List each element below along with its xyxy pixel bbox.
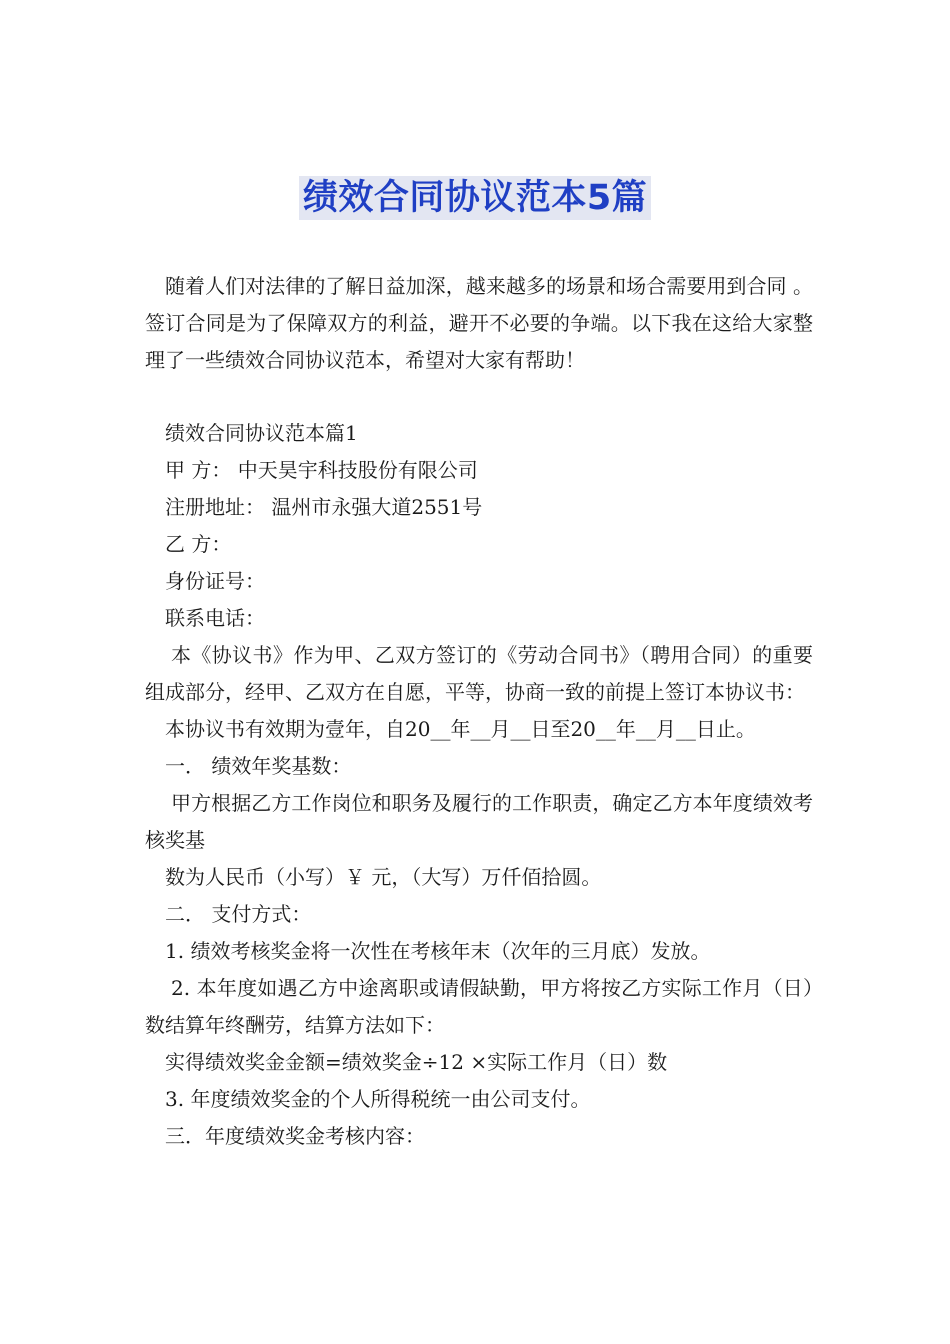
address-line: 注册地址： 温州市永强大道2551号 — [165, 495, 483, 519]
document-body — [145, 268, 813, 1155]
preamble-paragraph: 本《协议书》作为甲、乙双方签订的《劳动合同书》（聘用合同）的重要组成部分，经甲、乙双方在自愿，平等，协商一致的前提上签订本协议书： — [145, 643, 813, 704]
clause1-amount: 数为人民币（小写）￥ 元，（大写）万仟佰拾圆。 — [165, 865, 602, 889]
phone-line: 联系电话： — [165, 606, 265, 630]
paragraph-gap — [145, 379, 813, 415]
party-a-line: 甲 方： 中天昊宇科技股份有限公司 — [165, 458, 478, 482]
party-b-line: 乙 方： — [165, 532, 232, 556]
clause2-item2: 2. 本年度如遇乙方中途离职或请假缺勤，甲方将按乙方实际工作月（日）数结算年终酬劳，结算方法如下： — [145, 976, 813, 1037]
clause1-heading: 一． 绩效年奖基数： — [165, 754, 352, 778]
intro-paragraph: 随着人们对法律的了解日益加深，越来越多的场景和场合需要用到合同 。 签订合同是为了保障双方的利益，避开不必要的争端。以下我在这给大家整理了一些绩效合同协议范本，希望对大家有帮助！ — [145, 274, 813, 372]
clause2-item1: 1. 绩效考核奖金将一次性在考核年末（次年的三月底）发放。 — [165, 939, 711, 963]
title-container — [0, 176, 950, 220]
clause2-item3: 3. 年度绩效奖金的个人所得税统一由公司支付。 — [165, 1087, 591, 1111]
validity-line: 本协议书有效期为壹年，自20__年__月__日至20__年__月__日止。 — [165, 717, 756, 741]
id-number-line: 身份证号： — [165, 569, 265, 593]
clause1-text: 甲方根据乙方工作岗位和职务及履行的工作职责，确定乙方本年度绩效考核奖基 — [145, 791, 813, 852]
clause3-heading: 三．年度绩效奖金考核内容： — [165, 1124, 425, 1148]
clause2-heading: 二． 支付方式： — [165, 902, 312, 926]
section-heading: 绩效合同协议范本篇1 — [165, 421, 358, 445]
document-title: 绩效合同协议范本5篇 — [299, 176, 651, 220]
clause2-formula: 实得绩效奖金金额=绩效奖金÷12 ×实际工作月（日）数 — [165, 1050, 668, 1074]
